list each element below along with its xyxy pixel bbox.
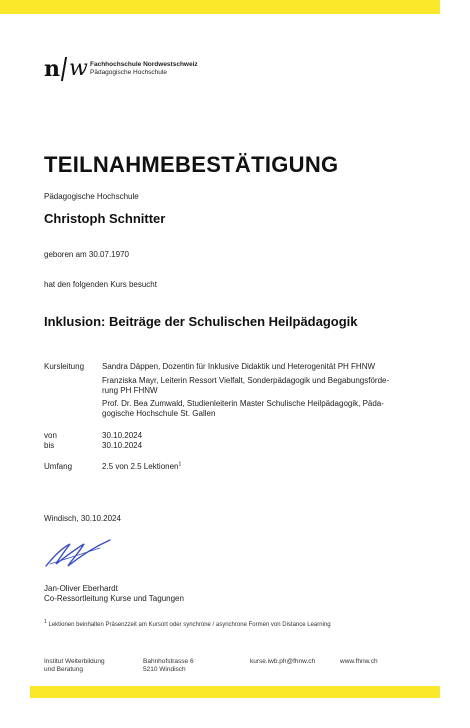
footer-institute: [44, 658, 105, 674]
scope-footnote-mark: 1: [178, 461, 182, 468]
footer-address: [143, 658, 194, 674]
scope-value: [102, 462, 442, 472]
attended-text: hat den folgenden Kurs besucht: [44, 280, 157, 289]
leader-1: Sandra Däppen, Dozentin für Inklusive Didaktik und Heterogenität PH FHNW: [102, 362, 376, 371]
leader-3-line-2: gogische Hochschule St. Gallen: [102, 409, 216, 418]
issuer: Pädagogische Hochschule: [44, 192, 139, 201]
institution-line-1: Fachhochschule Nordwestschweiz: [90, 61, 198, 68]
scope-label: Umfang: [44, 462, 73, 471]
bottom-accent-bar: [30, 686, 440, 698]
from-label: von: [44, 431, 57, 440]
footer-institute-line-2: und Beratung: [44, 666, 84, 673]
footnote: [44, 619, 331, 628]
birth-date-text: geboren am 30.07.1970: [44, 250, 129, 259]
logo-divider: [61, 57, 67, 81]
course-title: Inklusion: Beiträge der Schulischen Heilpädagogik: [44, 314, 358, 329]
leaders-label: Kursleitung: [44, 362, 85, 371]
to-label: bis: [44, 441, 55, 450]
institution-name: [90, 61, 198, 77]
institution-line-2: Pädagogische Hochschule: [90, 69, 167, 76]
place-date: Windisch, 30.10.2024: [44, 514, 121, 523]
leader-2-line-1: Franziska Mayr, Leiterin Ressort Vielfalt, Sonderpädagogik und Begabungsförde-: [102, 376, 390, 385]
leader-3-line-1: Prof. Dr. Bea Zumwald, Studienleiterin Master Schulische Heilpädagogik, Päda-: [102, 399, 384, 408]
leader-2-line-2: rung PH FHNW: [102, 386, 158, 395]
signature-scribble: [40, 534, 120, 574]
from-date: 30.10.2024: [102, 431, 143, 440]
footnote-text: Lektionen beinhalten Präsenzzeit am Kursort oder synchrone / asynchrone Formen von Distance Learning: [48, 622, 331, 628]
top-accent-bar: [0, 0, 440, 14]
logo-letter-n: n: [44, 56, 60, 82]
footer-institute-line-1: Institut Weiterbildung: [44, 658, 105, 665]
scope-value-text: 2.5 von 2.5 Lektionen: [102, 462, 179, 471]
footnote-mark: 1: [44, 619, 47, 625]
participant-name: Christoph Schnitter: [44, 211, 166, 226]
signatory-role: Co-Ressortleitung Kurse und Tagungen: [44, 594, 184, 603]
logo-letter-w: w: [69, 56, 88, 81]
footer-website[interactable]: www.fhnw.ch: [340, 658, 378, 665]
footer-city: 5210 Windisch: [143, 666, 186, 673]
certificate-title: TEILNAHMEBESTÄTIGUNG: [44, 152, 339, 177]
signatory-name: Jan-Oliver Eberhardt: [44, 584, 118, 593]
to-date: 30.10.2024: [102, 441, 143, 450]
footer-street: Bahnhofstrasse 6: [143, 658, 194, 665]
fhnw-logo: [44, 57, 88, 81]
footer-email[interactable]: kurse.iwb.ph@fhnw.ch: [250, 658, 316, 665]
